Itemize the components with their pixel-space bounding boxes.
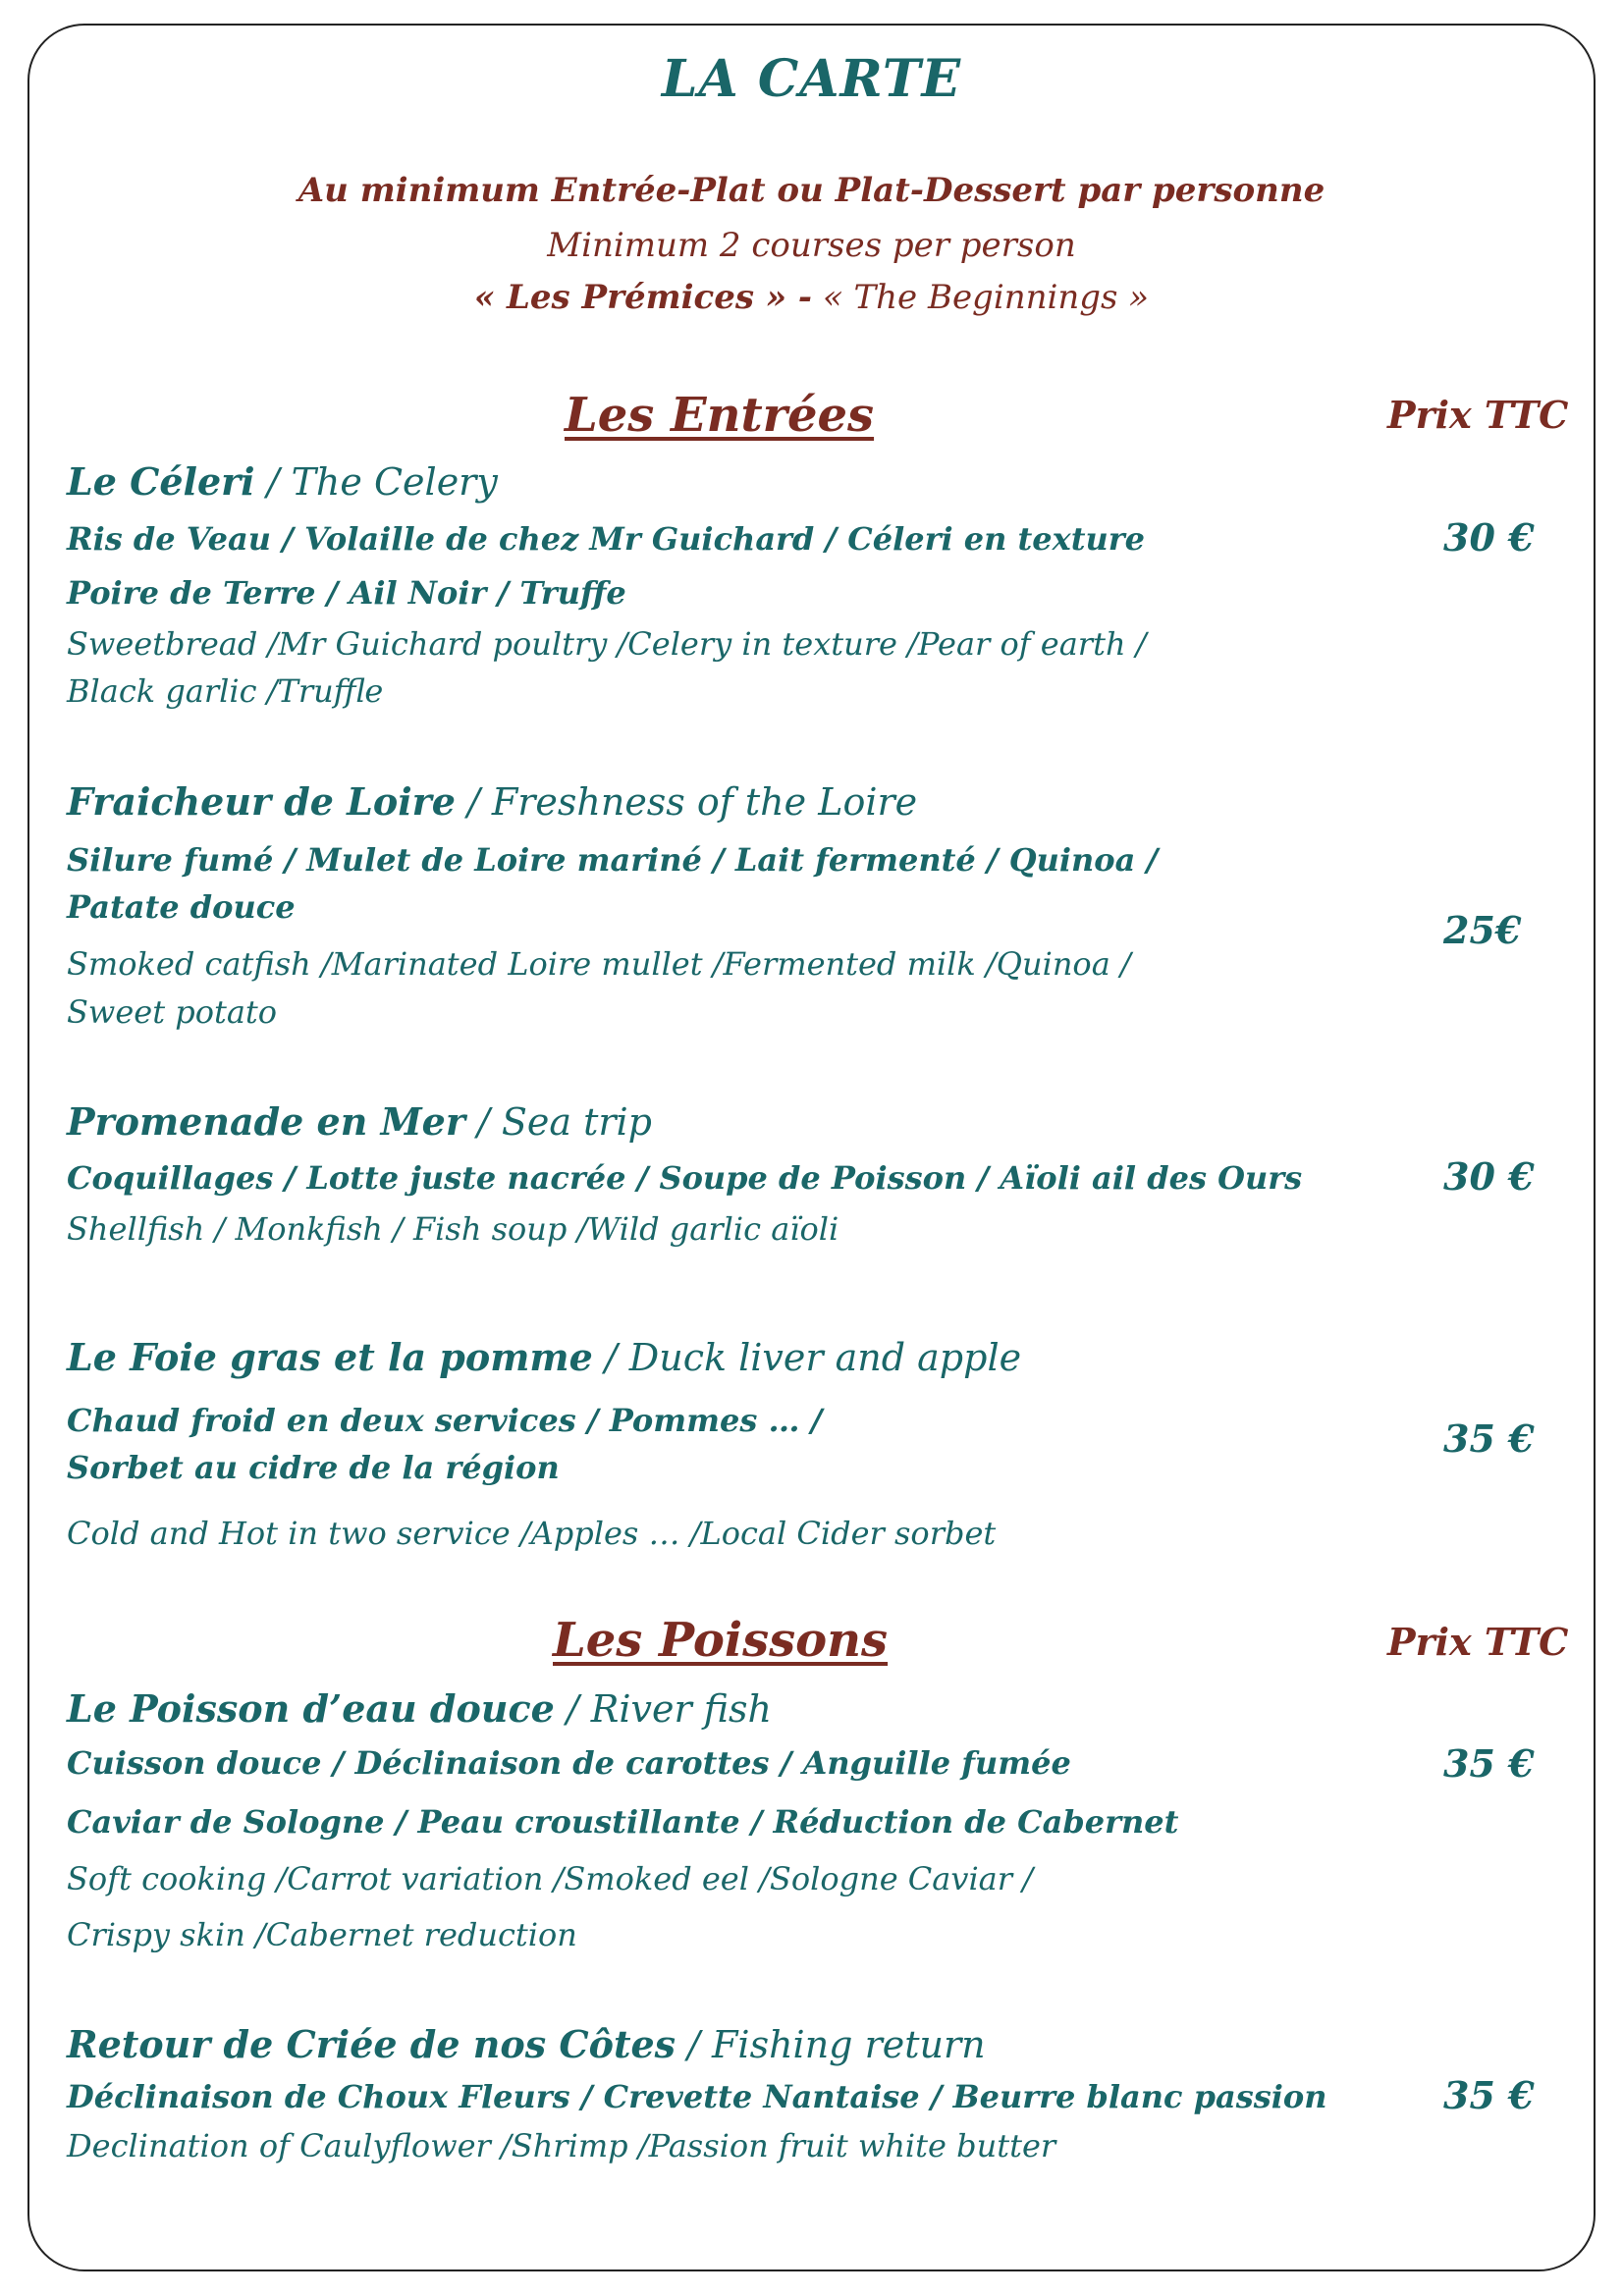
minimum-courses-fr: Au minimum Entrée-Plat ou Plat-Dessert par personne [298, 171, 1325, 210]
dish-description-fr: Déclinaison de Choux Fleurs / Crevette Nantaise / Beurre blanc passion [67, 2078, 1327, 2115]
dish-description-en: Soft cooking /Carrot variation /Smoked eel /Sologne Caviar / [67, 1860, 1033, 1897]
dish-description-fr: Cuisson douce / Déclinaison de carottes / Anguille fumée [67, 1744, 1071, 1782]
dish-description-fr: Caviar de Sologne / Peau croustillante / Réduction de Cabernet [67, 1803, 1179, 1841]
price-header-poissons: Prix TTC [1387, 1620, 1569, 1664]
dish-description-en: Crispy skin /Cabernet reduction [67, 1916, 577, 1953]
dish-price: 35 € [1443, 2073, 1535, 2117]
dish-description-en: Declination of Caulyflower /Shrimp /Passion fruit white butter [67, 2127, 1056, 2164]
section-heading-entrees: Les Entrées [565, 388, 875, 443]
dish-description-fr: Silure fumé / Mulet de Loire mariné / Lait fermenté / Quinoa / [67, 841, 1159, 879]
dish-description-en: Smoked catfish /Marinated Loire mullet /Fermented milk /Quinoa / [67, 945, 1131, 983]
dish-title: Retour de Criée de nos Côtes / Fishing return [67, 2022, 986, 2066]
minimum-courses-en: Minimum 2 courses per person [547, 226, 1076, 265]
section-heading-poissons: Les Poissons [553, 1613, 889, 1668]
dish-title: Le Poisson d’eau douce / River fish [67, 1686, 773, 1731]
dish-description-en: Shellfish / Monkfish / Fish soup /Wild garlic aïoli [67, 1210, 839, 1248]
dish-description-fr: Sorbet au cidre de la région [67, 1449, 560, 1486]
menu-theme-en: « The Beginnings » [812, 278, 1150, 317]
dish-description-en: Sweet potato [67, 993, 278, 1031]
dish-description-fr: Coquillages / Lotte juste nacrée / Soupe de Poisson / Aïoli ail des Ours [67, 1159, 1303, 1197]
dish-description-fr: Poire de Terre / Ail Noir / Truffe [67, 574, 626, 612]
dish-price: 30 € [1443, 515, 1535, 560]
page-title: LA CARTE [661, 49, 962, 109]
menu-theme [0, 278, 1623, 317]
dish-description-fr: Chaud froid en deux services / Pommes … / [67, 1402, 823, 1439]
dish-title: Le Céleri / The Celery [67, 459, 498, 504]
dish-description-en: Cold and Hot in two service /Apples … /Local Cider sorbet [67, 1515, 997, 1552]
dish-price: 25€ [1443, 908, 1522, 952]
dish-description-en: Black garlic /Truffle [67, 672, 384, 710]
dish-description-fr: Ris de Veau / Volaille de chez Mr Guichard / Céleri en texture [67, 520, 1145, 558]
dish-title: Promenade en Mer / Sea trip [67, 1099, 652, 1144]
dish-price: 35 € [1443, 1741, 1535, 1786]
dish-title: Le Foie gras et la pomme / Duck liver and apple [67, 1335, 1022, 1379]
menu-theme-fr: « Les Prémices » - [473, 278, 813, 317]
dish-description-fr: Patate douce [67, 888, 296, 926]
price-header-entrees: Prix TTC [1387, 393, 1569, 437]
dish-price: 30 € [1443, 1154, 1535, 1199]
dish-description-en: Sweetbread /Mr Guichard poultry /Celery in texture /Pear of earth / [67, 625, 1147, 663]
dish-price: 35 € [1443, 1416, 1535, 1461]
dish-title: Fraicheur de Loire / Freshness of the Loire [67, 779, 918, 824]
